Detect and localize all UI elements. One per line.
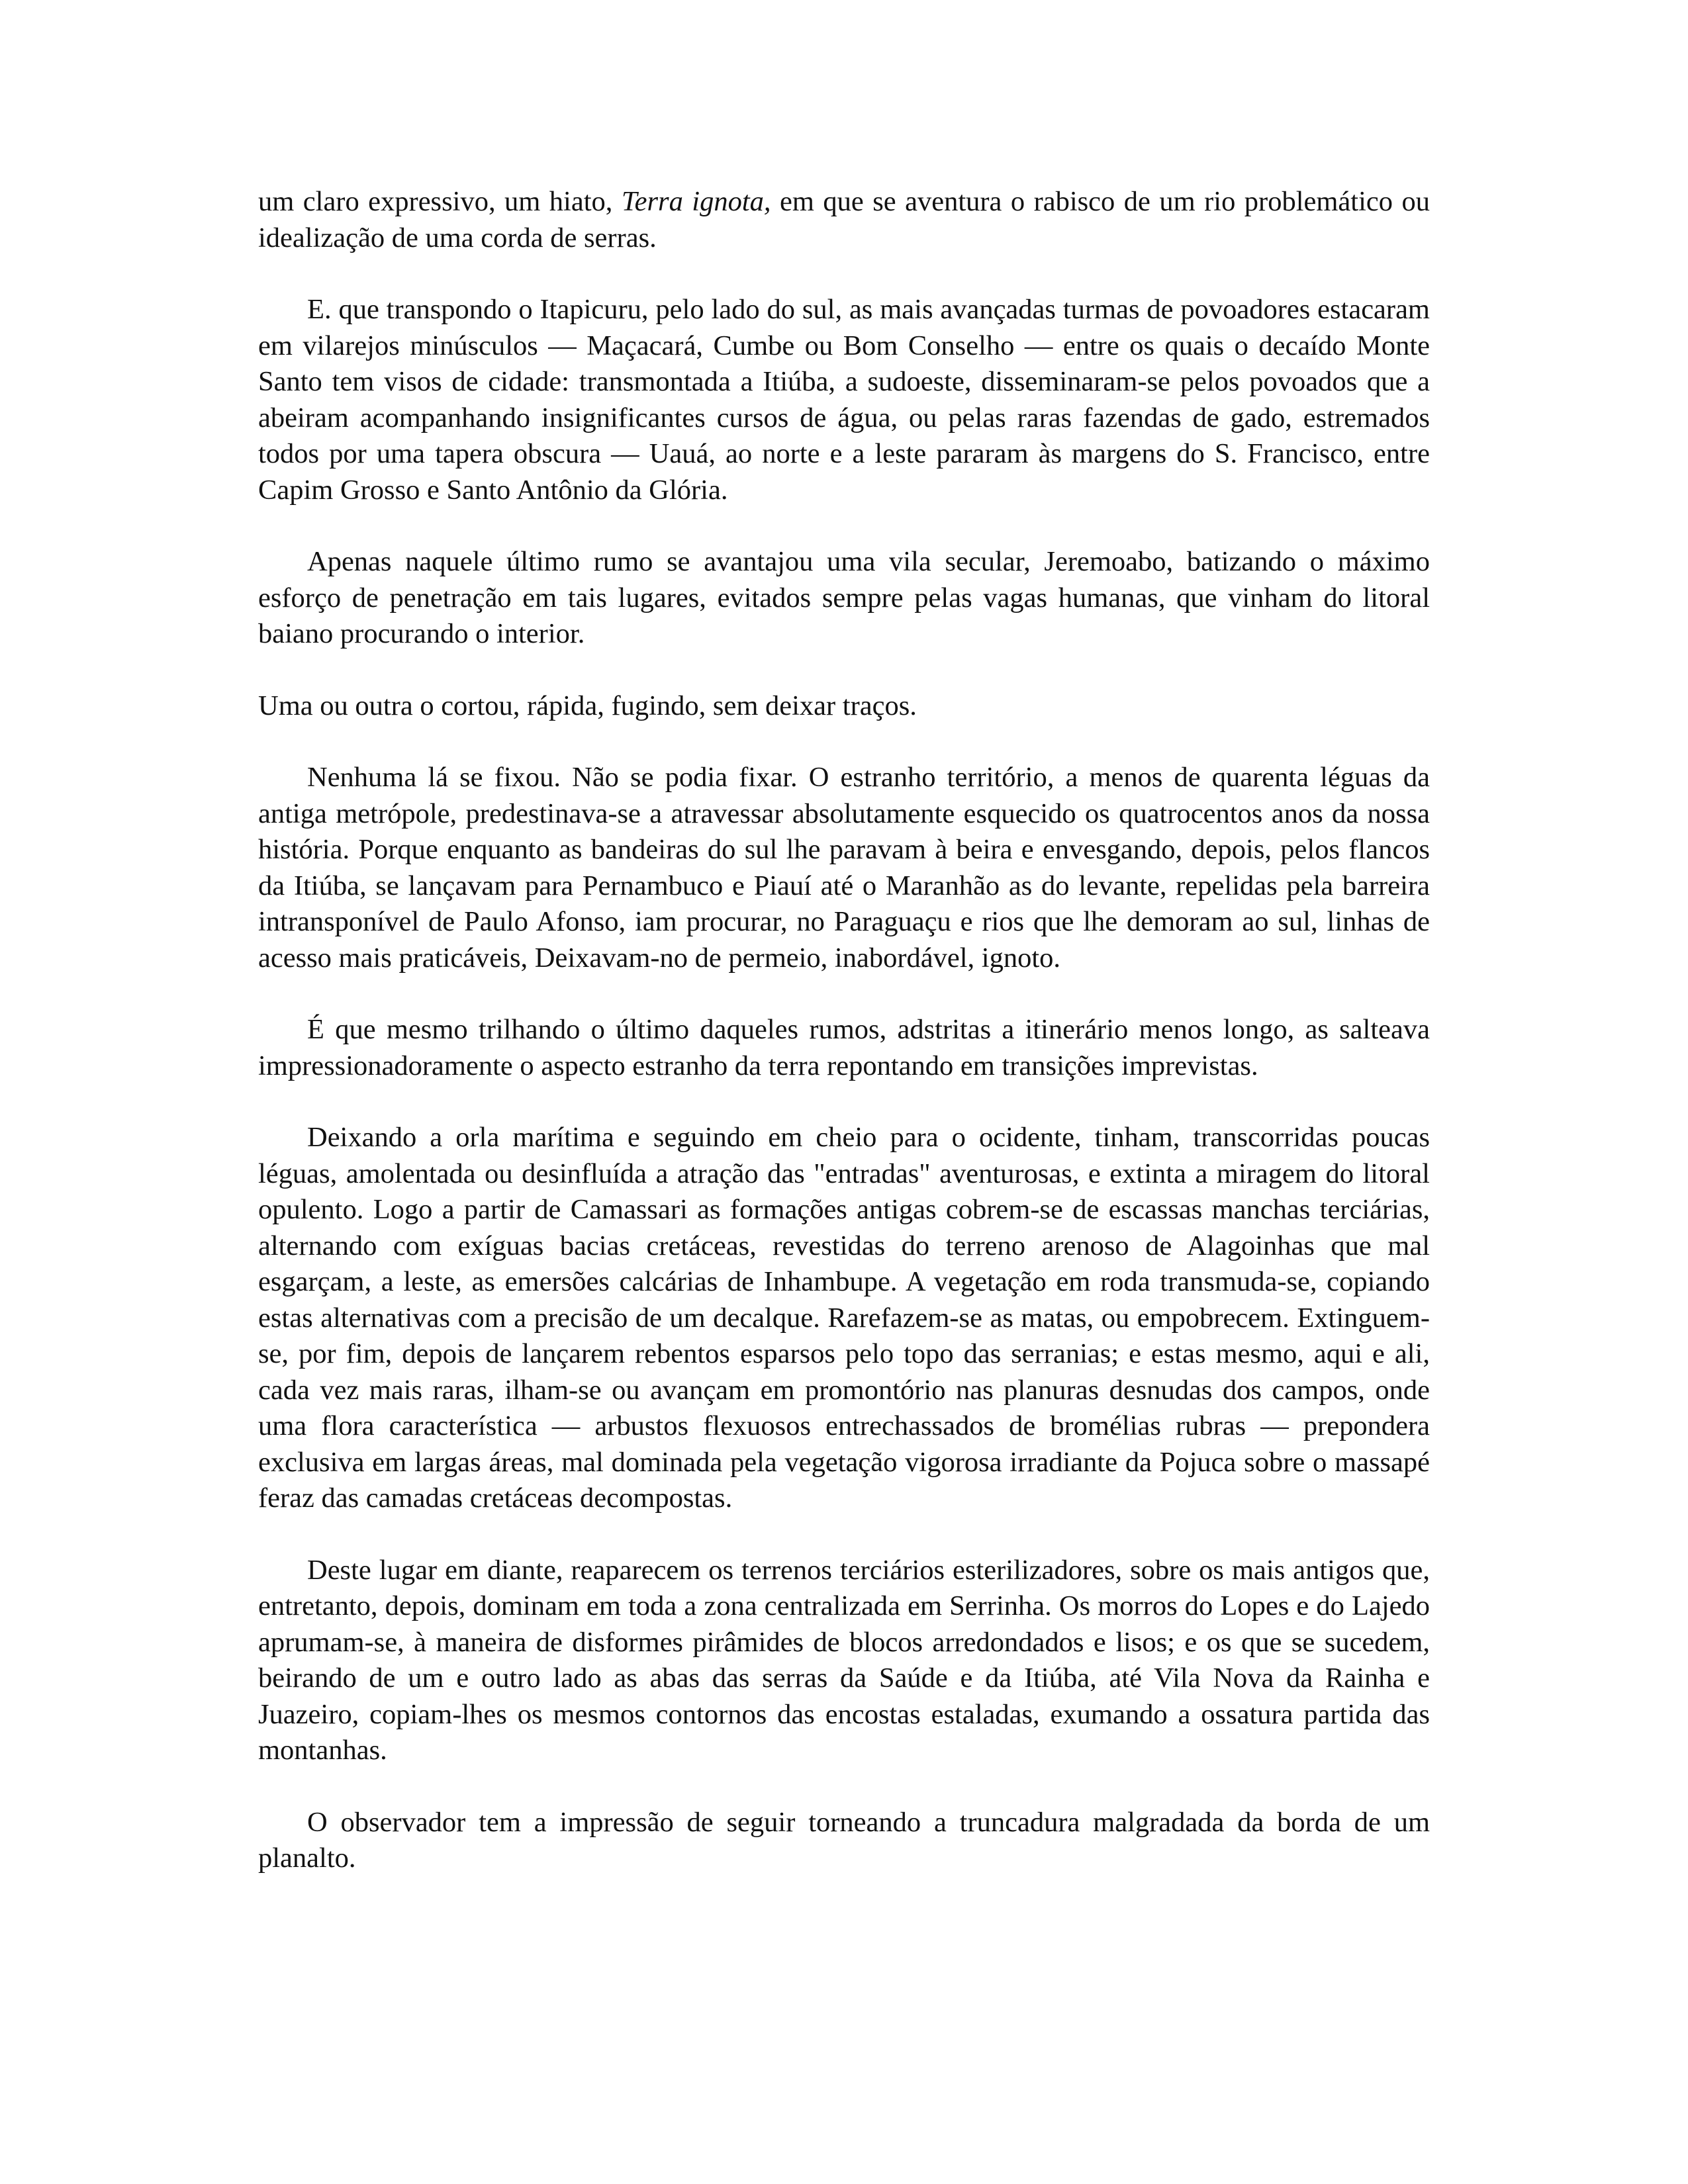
paragraph-5: Nenhuma lá se fixou. Não se podia fixar. O estranho território, a menos de quarenta léguas da antiga metrópole, predestinava-se a atravessar absolutamente esquecido os quatrocentos anos da nossa história. Porque enquanto as bandeiras do sul lhe paravam à beira e envesgando, depois, pelos flancos da Itiúba, se lançavam para Pernambuco e Piauí até o Maranhão as do levante, repelidas pela barreira intransponível de Paulo Afonso, iam procurar, no Paraguaçu e rios que lhe demoram ao sul, linhas de acesso mais praticáveis, Deixavam-no de permeio, inabordável, ignoto.	[258, 762, 1430, 974]
document-page	[258, 184, 1430, 1877]
italic-term: Terra ignota,	[621, 186, 771, 217]
paragraph-7: Deixando a orla marítima e seguindo em cheio para o ocidente, tinham, transcorridas poucas léguas, amolentada ou desinfluída a atração das "entradas" aventurosas, e extinta a miragem do litoral opulento. Logo a partir de Camassari as formações antigas cobrem-se de escassas manchas terciárias, alternando com exíguas bacias cretáceas, revestidas do terreno arenoso de Alagoinhas que mal esgarçam, a leste, as emersões calcárias de Inhambupe. A vegetação em roda transmuda-se, copiando estas alternativas com a precisão de um decalque. Rarefazem-se as matas, ou empobrecem. Extinguem-se, por fim, depois de lançarem rebentos esparsos pelo topo das serranias; e estas mesmo, aqui e ali, cada vez mais raras, ilham-se ou avançam em promontório nas planuras desnudas dos campos, onde uma flora característica — arbustos flexuosos entrechassados de bromélias rubras — prepondera exclusiva em largas áreas, mal dominada pela vegetação vigorosa irradiante da Pojuca sobre o massapé feraz das camadas cretáceas decompostas.	[258, 1122, 1430, 1514]
paragraph-1-end: em que se aventura o rabisco de um rio problemático ou idealização de uma corda de serras.	[258, 186, 1430, 253]
paragraph-1-start: um claro expressivo, um hiato,	[258, 186, 613, 217]
paragraph-4: Uma ou outra o cortou, rápida, fugindo, sem deixar traços.	[258, 690, 917, 721]
paragraph-1	[258, 184, 1430, 256]
paragraph-9: O observador tem a impressão de seguir torneando a truncadura malgradada da borda de um planalto.	[258, 1806, 1430, 1874]
paragraph-6: É que mesmo trilhando o último daqueles rumos, adstritas a itinerário menos longo, as salteava impressionadoramente o aspecto estranho da terra repontando em transições imprevistas.	[258, 1014, 1430, 1081]
paragraph-3: Apenas naquele último rumo se avantajou uma vila secular, Jeremoabo, batizando o máximo esforço de penetração em tais lugares, evitados sempre pelas vagas humanas, que vinham do litoral baiano procurando o interior.	[258, 546, 1430, 649]
paragraph-2: E. que transpondo o Itapicuru, pelo lado do sul, as mais avançadas turmas de povoadores estacaram em vilarejos minúsculos — Maçacará, Cumbe ou Bom Conselho — entre os quais o decaído Monte Santo tem visos de cidade: transmontada a Itiúba, a sudoeste, disseminaram-se pelos povoados que a abeiram acompanhando insignificantes cursos de água, ou pelas raras fazendas de gado, estremados todos por uma tapera obscura — Uauá, ao norte e a leste pararam às margens do S. Francisco, entre Capim Grosso e Santo Antônio da Glória.	[258, 294, 1430, 506]
paragraph-8: Deste lugar em diante, reaparecem os terrenos terciários esterilizadores, sobre os mais antigos que, entretanto, depois, dominam em toda a zona centralizada em Serrinha. Os morros do Lopes e do Lajedo aprumam-se, à maneira de disformes pirâmides de blocos arredondados e lisos; e os que se sucedem, beirando de um e outro lado as abas das serras da Saúde e da Itiúba, até Vila Nova da Rainha e Juazeiro, copiam-lhes os mesmos contornos das encostas estaladas, exumando a ossatura partida das montanhas.	[258, 1554, 1430, 1766]
